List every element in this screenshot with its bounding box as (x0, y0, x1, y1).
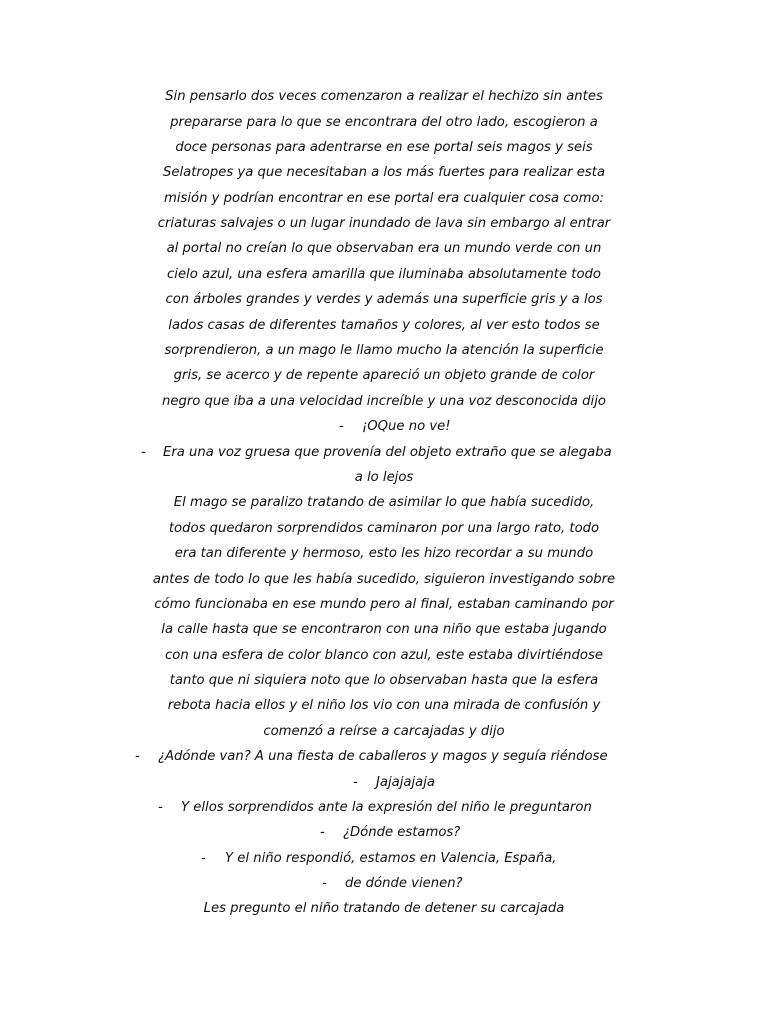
dialogue-text: Y ellos sorprendidos ante la expresión del niño le preguntaron (181, 800, 592, 815)
dialogue-dash: - (322, 876, 327, 891)
paragraph-line: cómo funcionaba en ese mundo pero al final, estaban caminando por (154, 597, 614, 612)
paragraph-line: era tan diferente y hermoso, esto les hizo recordar a su mundo (174, 546, 594, 561)
paragraph-line: criaturas salvajes o un lugar inundado de lava sin embargo al entrar (157, 216, 611, 231)
paragraph-line: negro que iba a una velocidad increíble y una voz desconocida dijo (162, 394, 606, 409)
dialogue-line (0, 820, 768, 846)
paragraph-line: todos quedaron sorprendidos caminaron por una largo rato, todo (168, 521, 600, 536)
paragraph-line: Selatropes ya que necesitaban a los más fuertes para realizar esta (162, 165, 606, 180)
paragraph-line: doce personas para adentrarse en ese portal seis magos y seis (175, 140, 593, 155)
paragraph-line: sorprendieron, a un mago le llamo mucho la atención la superficie (164, 343, 604, 358)
dialogue-line (0, 846, 768, 872)
paragraph-line: con árboles grandes y verdes y además una superficie gris y a los (165, 292, 603, 307)
dialogue-dash: - (135, 749, 140, 764)
dialogue-text: de dónde vienen? (345, 876, 463, 891)
dialogue-text: Y el niño respondió, estamos en Valencia, España, (225, 851, 557, 866)
dialogue-dash: - (141, 445, 146, 460)
paragraph-line: misión y podrían encontrar en ese portal era cualquier cosa como: (164, 191, 604, 206)
dialogue-dash: - (320, 825, 325, 840)
dialogue-text: ¡OQue no ve! (362, 419, 451, 434)
dialogue-dash: - (201, 851, 206, 866)
dialogue-dash: - (353, 775, 358, 790)
dialogue-line (0, 440, 768, 466)
dialogue-line (0, 414, 768, 440)
dialogue-text: ¿Adónde van? A una fiesta de caballeros y magos y seguía riéndose (158, 749, 608, 764)
paragraph-line: cielo azul, una esfera amarilla que iluminaba absolutamente todo (167, 267, 601, 282)
paragraph-line: lados casas de diferentes tamaños y colores, al ver esto todos se (168, 318, 600, 333)
paragraph-line: con una esfera de color blanco con azul, este estaba divirtiéndose (165, 648, 603, 663)
paragraph-line: comenzó a reírse a carcajadas y dijo (263, 724, 505, 739)
paragraph-line: prepararse para lo que se encontrara del otro lado, escogieron a (170, 115, 598, 130)
paragraph-line: Sin pensarlo dos veces comenzaron a realizar el hechizo sin antes (165, 89, 603, 104)
dialogue-dash: - (339, 419, 344, 434)
dialogue-continuation: a lo lejos (354, 470, 414, 485)
dialogue-line (0, 795, 768, 821)
closing-line: Les pregunto el niño tratando de detener su carcajada (203, 901, 565, 916)
paragraph-line: El mago se paralizo tratando de asimilar lo que había sucedido, (173, 495, 595, 510)
dialogue-text: ¿Dónde estamos? (343, 825, 461, 840)
dialogue-text: Jajajajaja (376, 775, 435, 790)
paragraph-line: tanto que ni siquiera noto que lo observaban hasta que la esfera (169, 673, 599, 688)
dialogue-dash: - (158, 800, 163, 815)
paragraph-line: gris, se acerco y de repente apareció un objeto grande de color (173, 368, 595, 383)
dialogue-line (0, 744, 768, 770)
paragraph-line: al portal no creían lo que observaban era un mundo verde con un (166, 241, 602, 256)
dialogue-line (0, 871, 768, 897)
paragraph-line: rebota hacia ellos y el niño los vio con una mirada de confusión y (167, 698, 601, 713)
paragraph-line: la calle hasta que se encontraron con una niño que estaba jugando (161, 622, 607, 637)
dialogue-line (0, 770, 768, 796)
dialogue-text: Era una voz gruesa que provenía del objeto extraño que se alegaba (163, 445, 612, 460)
paragraph-line: antes de todo lo que les había sucedido, siguieron investigando sobre (152, 572, 616, 587)
